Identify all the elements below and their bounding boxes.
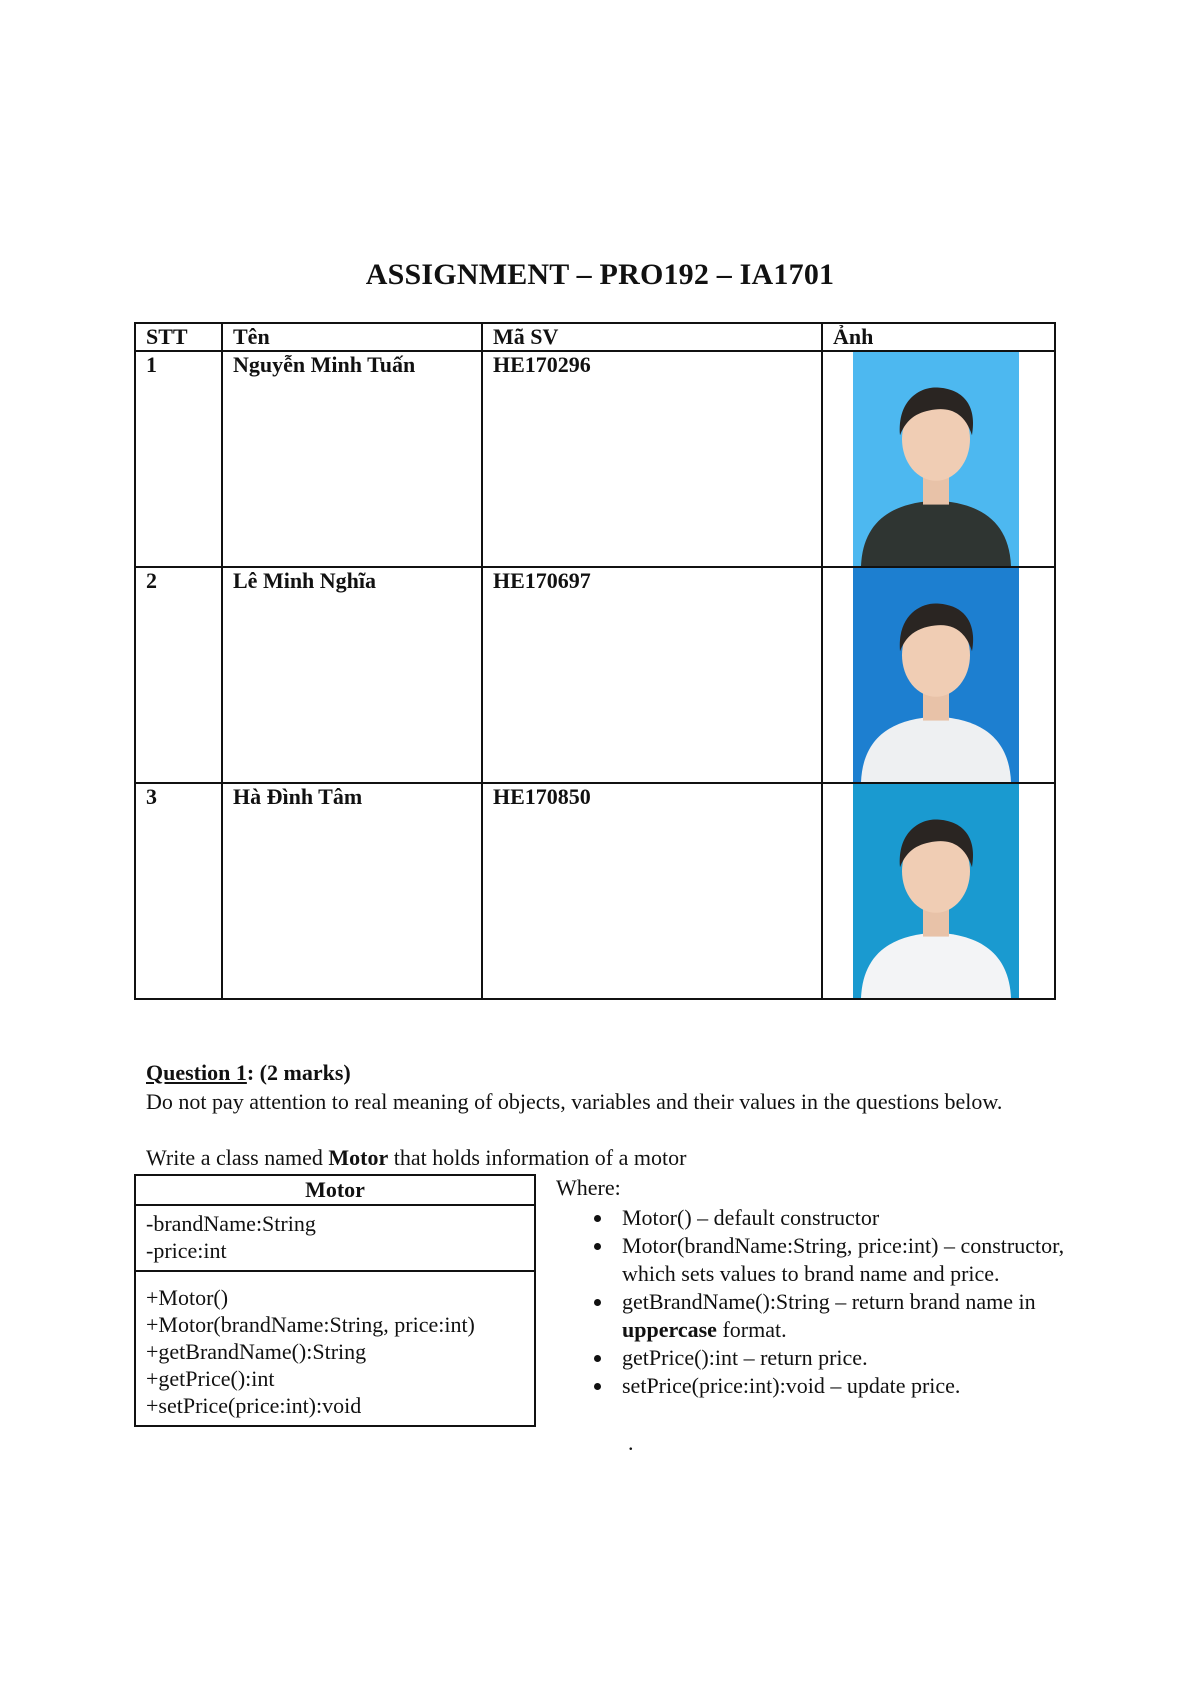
row-student-id: HE170296 (482, 351, 822, 567)
row-photo-cell (822, 783, 1055, 999)
question-task (146, 1144, 1046, 1172)
row-student-id: HE170850 (482, 783, 822, 999)
uml-method: +setPrice(price:int):void (146, 1393, 362, 1418)
task-class-name: Motor (328, 1145, 389, 1170)
list-item: • getPrice():int – return price. (614, 1344, 1074, 1372)
uml-methods (136, 1270, 534, 1425)
list-item-tail: format. (716, 1317, 787, 1342)
where-label: Where: (556, 1175, 621, 1200)
row-stt: 1 (135, 351, 222, 567)
list-item: • Motor() – default constructor (614, 1204, 1074, 1232)
uml-attribute: -brandName:String (146, 1211, 316, 1236)
list-item (614, 1288, 1074, 1344)
uml-method: +Motor() (146, 1285, 229, 1310)
header-student-id: Mã SV (482, 323, 822, 351)
uml-method: +Motor(brandName:String, price:int) (146, 1312, 475, 1337)
row-stt: 3 (135, 783, 222, 999)
uml-method: +getPrice():int (146, 1366, 275, 1391)
uml-attributes (136, 1206, 534, 1270)
table-header-row (135, 323, 1055, 351)
task-text-pre: Write a class named (146, 1145, 329, 1170)
method-definitions-list (596, 1204, 1074, 1400)
row-name: Lê Minh Nghĩa (222, 567, 482, 783)
table-row (135, 351, 1055, 567)
list-item: • Motor(brandName:String, price:int) – constructor, which sets values to brand name and price. (614, 1232, 1074, 1288)
row-student-id: HE170697 (482, 567, 822, 783)
student-table (134, 322, 1056, 1000)
row-name: Hà Đình Tâm (222, 783, 482, 999)
student-photo (853, 568, 1019, 782)
table-row (135, 567, 1055, 783)
student-photo (853, 784, 1019, 998)
document-title: ASSIGNMENT – PRO192 – IA1701 (365, 258, 835, 291)
header-photo: Ảnh (822, 323, 1055, 351)
uml-attribute: -price:int (146, 1238, 227, 1263)
question-label: Question 1 (146, 1060, 247, 1085)
list-item-text: getBrandName():String – return brand name in (622, 1289, 1036, 1314)
row-photo-cell (822, 567, 1055, 783)
student-photo (853, 352, 1019, 566)
uml-class-diagram (134, 1174, 536, 1427)
question-heading (146, 1060, 351, 1086)
list-item-emphasis: uppercase (622, 1317, 717, 1342)
list-item: • setPrice(price:int):void – update price. (614, 1372, 1074, 1400)
task-text-post: that holds information of a motor (388, 1145, 687, 1170)
row-name: Nguyễn Minh Tuấn (222, 351, 482, 567)
header-stt: STT (135, 323, 222, 351)
question-instruction: Do not pay attention to real meaning of objects, variables and their values in the questions below. (146, 1089, 1003, 1114)
uml-class-name: Motor (136, 1176, 534, 1206)
row-stt: 2 (135, 567, 222, 783)
trailing-dot: . (628, 1430, 634, 1455)
table-row (135, 783, 1055, 999)
uml-method: +getBrandName():String (146, 1339, 367, 1364)
row-photo-cell (822, 351, 1055, 567)
question-marks: : (2 marks) (246, 1060, 351, 1085)
header-name: Tên (222, 323, 482, 351)
